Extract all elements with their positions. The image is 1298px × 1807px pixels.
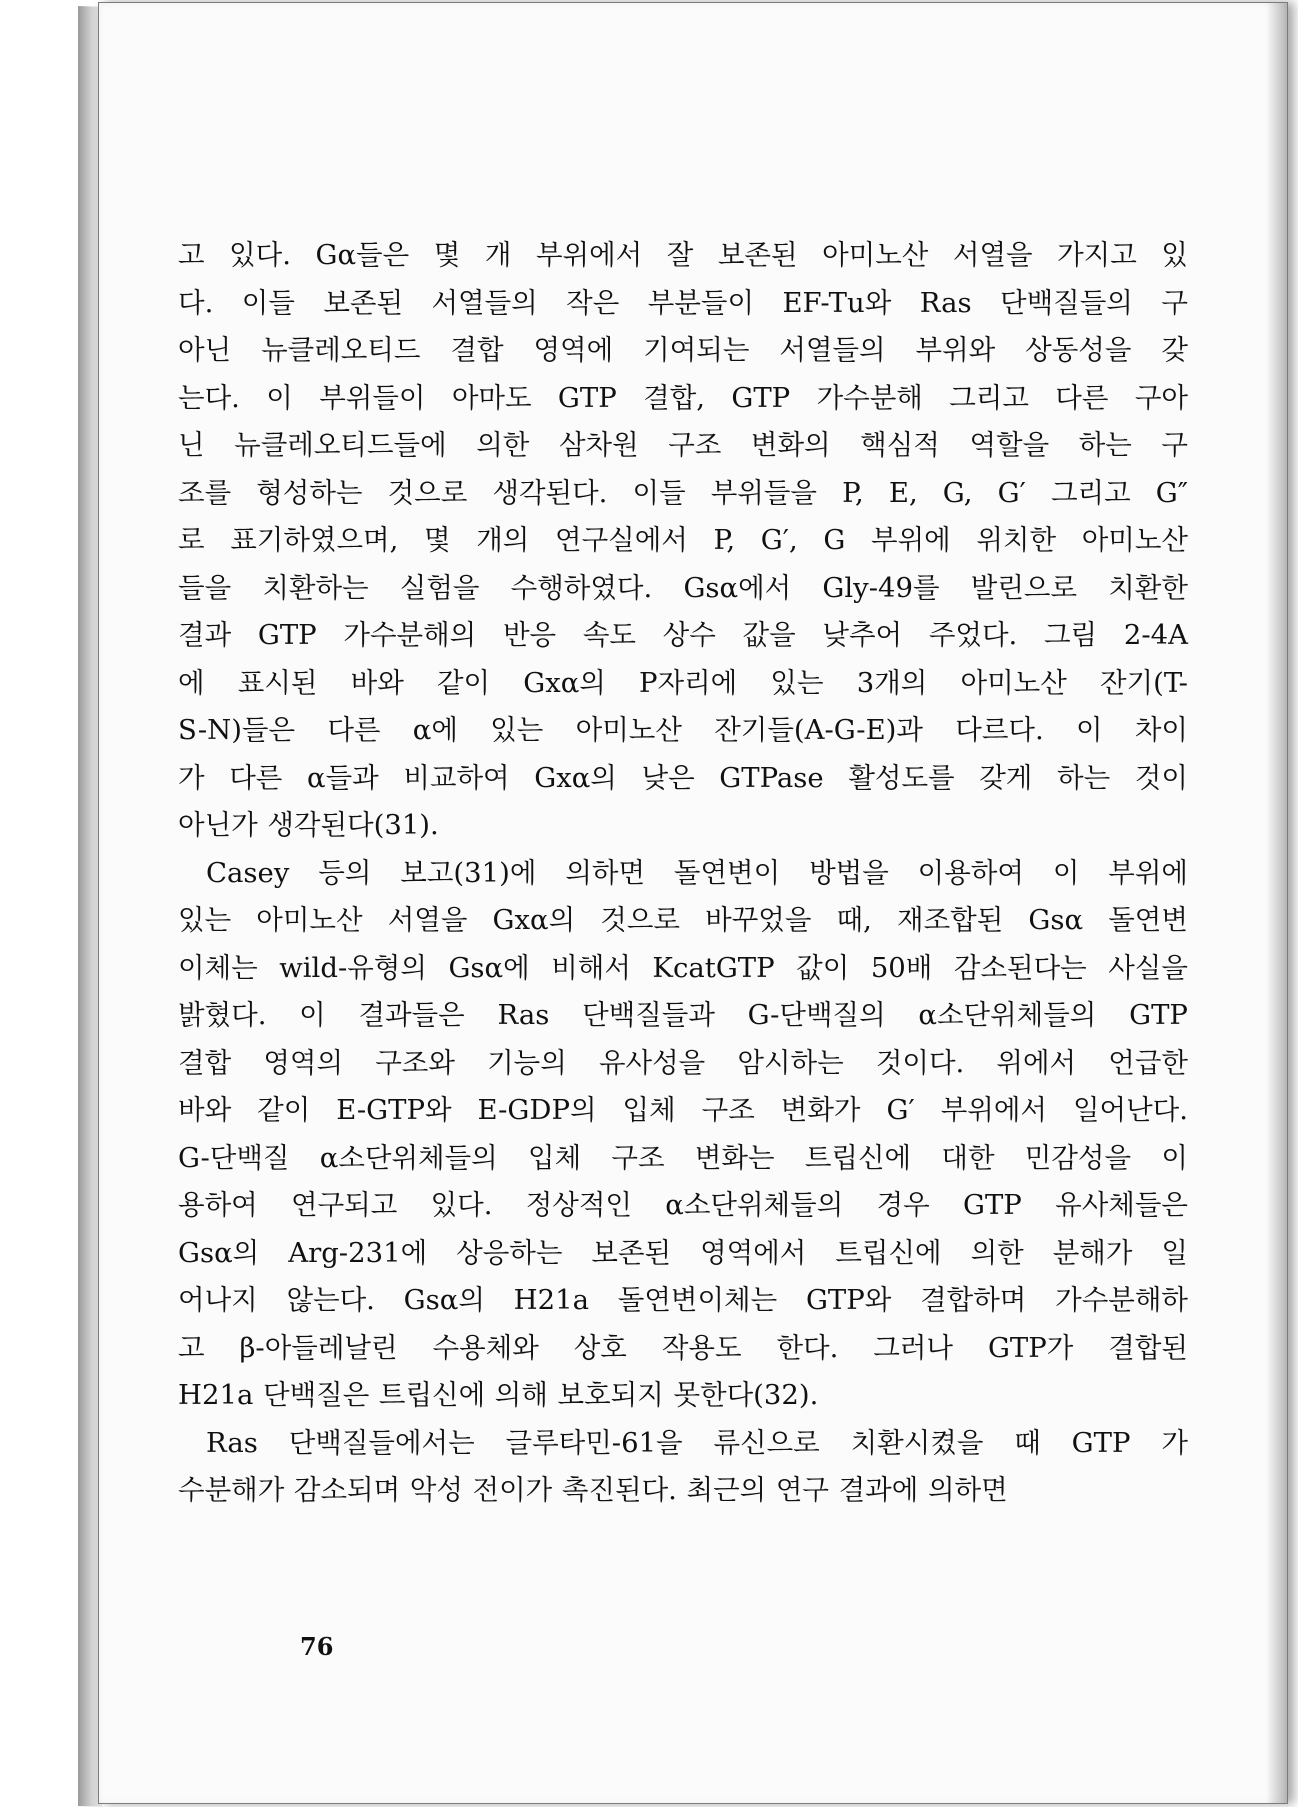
word: 개 (484, 239, 512, 271)
word: 서열을 (387, 904, 468, 936)
word: 의한 (970, 1236, 1024, 1269)
word: 수용체와 (432, 1331, 539, 1364)
word: 고 (178, 1331, 205, 1364)
page-number: 76 (300, 1632, 334, 1661)
word: 수분해가 (178, 1474, 285, 1506)
word: 다르다. (955, 714, 1044, 746)
word: 구조와 (375, 1046, 455, 1079)
word: 속도 (582, 619, 636, 651)
word: 구조 (701, 1094, 755, 1126)
word: 변화는 (694, 1141, 775, 1174)
word: 아닌 (178, 334, 232, 366)
word: 이들 (241, 286, 295, 319)
word: P자리에 (639, 666, 738, 699)
word: Gsα에서 (683, 571, 792, 604)
word: 상동성을 (1025, 334, 1132, 366)
word: 암시하는 (737, 1046, 844, 1079)
word: 언급한 (1108, 1046, 1188, 1079)
word: 부위들이 (319, 381, 426, 414)
word: H21a (513, 1284, 590, 1316)
word: α들과 (307, 761, 379, 794)
text-line (178, 565, 1188, 613)
word: 입체 (622, 1094, 676, 1126)
word: 결합된 (1108, 1331, 1188, 1364)
word: 에 (178, 666, 205, 699)
word: 용하여 (178, 1189, 258, 1221)
word: 바와 (350, 666, 404, 699)
word: 분해가 (1052, 1236, 1133, 1269)
word: 결과 (178, 619, 232, 651)
word: 구조 (668, 429, 722, 461)
word: 그리고 (1050, 476, 1131, 509)
word: 생각된다(31). (267, 809, 439, 841)
word: GTP가 (987, 1331, 1074, 1364)
text-line (178, 1182, 1188, 1230)
word: 이 (1161, 1141, 1188, 1174)
word: 삼차원 (558, 429, 639, 461)
word: Gα들은 (315, 239, 410, 271)
word: 글루타민-61을 (505, 1426, 683, 1459)
word: Casey (206, 856, 290, 889)
word: 낮추어 (822, 619, 903, 651)
word: 트립신에 (804, 1141, 912, 1174)
word: 류신으로 (713, 1426, 820, 1459)
word: 한다. (776, 1331, 839, 1364)
word: 부위에 (871, 524, 951, 556)
word: 치환시켰을 (850, 1426, 984, 1459)
word: 부위와 (915, 334, 996, 366)
word: 같이 (257, 1094, 311, 1126)
text-line (178, 1372, 1188, 1420)
word: 비교하여 (403, 761, 510, 794)
word: GTP (731, 381, 791, 414)
word: 어나지 (178, 1284, 258, 1316)
word: 수행하였다. (510, 571, 653, 604)
word: 결합 (178, 1046, 232, 1079)
word: 감소되며 (293, 1474, 401, 1506)
text-line (178, 992, 1188, 1040)
word: 기능의 (487, 1046, 567, 1079)
word: 민감성을 (1024, 1141, 1132, 1174)
word: 구아 (1134, 381, 1188, 414)
text-line (178, 660, 1188, 708)
text-line (178, 612, 1188, 660)
word: 보존된 (591, 1236, 672, 1269)
word: 전이가 (472, 1474, 553, 1506)
word: 결합 (450, 334, 504, 366)
word: Ras (497, 999, 550, 1031)
word: 뉴클레오티드들에 (234, 429, 447, 461)
word: 이체는 (178, 951, 258, 984)
word: S-N)들은 (178, 714, 296, 746)
word: 단백질들에서는 (288, 1426, 475, 1459)
word: H21a (178, 1379, 254, 1411)
text-line (178, 1087, 1188, 1135)
word: 서열들의 (779, 334, 886, 366)
word: KcatGTP (652, 951, 775, 984)
word: 변화의 (750, 429, 831, 461)
text-line (178, 280, 1188, 328)
paragraph-1 (178, 232, 1188, 850)
word: 변화가 (780, 1094, 861, 1126)
word: 있 (1161, 239, 1188, 271)
word: 경우 (876, 1189, 930, 1221)
word: 결과들은 (358, 999, 465, 1031)
word: 활성도를 (848, 761, 955, 794)
word: 결합하며 (920, 1284, 1027, 1316)
word: α소단위체들의 (918, 999, 1097, 1031)
word: 것으로 (387, 476, 468, 509)
word: GTP (1071, 1426, 1131, 1459)
word: 밝혔다. (178, 999, 267, 1031)
word: 의하면 (565, 856, 646, 889)
text-line (178, 1040, 1188, 1088)
word: 결합, (643, 381, 705, 414)
word: 상호 (573, 1331, 627, 1364)
word: 는다. (178, 381, 240, 414)
paragraph-2 (178, 850, 1188, 1420)
word: 일어난다. (1072, 1094, 1188, 1126)
word: 3개의 (856, 666, 928, 699)
word: 가수분해 (816, 381, 923, 414)
word: 보호되지 (557, 1379, 664, 1411)
word: 아미노산 (960, 666, 1067, 699)
word: 때 (1014, 1426, 1041, 1459)
word: 위치한 (976, 524, 1057, 556)
word: 보존된 (323, 286, 404, 319)
word: 있는 (178, 904, 232, 936)
word: GTP (257, 619, 317, 651)
word: 아미노산 (822, 239, 929, 271)
word: 촉진된다. (561, 1474, 677, 1506)
word: Gxα의 (534, 761, 617, 794)
text-line (178, 517, 1188, 565)
text-line (178, 1277, 1188, 1325)
text-line (178, 1420, 1188, 1468)
word: 부위들을 (710, 476, 817, 509)
word: 이 (299, 999, 326, 1031)
text-line (178, 327, 1188, 375)
word: 것으로 (600, 904, 680, 936)
word: E-GDP의 (477, 1094, 597, 1126)
word: 몇 (424, 524, 451, 556)
word: 못한다(32). (673, 1379, 819, 1411)
word: β-아들레날린 (239, 1331, 398, 1364)
word: 입체 (528, 1141, 582, 1174)
word: 차이 (1134, 714, 1188, 746)
word: α소단위체들의 (319, 1141, 498, 1174)
word: 핵심적 (860, 429, 940, 461)
word: 반응 (502, 619, 557, 651)
word: 바와 (178, 1094, 232, 1126)
word: 트립신에 (378, 1379, 486, 1411)
word: 아마도 (451, 381, 532, 414)
word: 있는 (770, 666, 824, 699)
word: 정상적인 (525, 1189, 632, 1221)
word: 돌연변이 (673, 856, 781, 889)
word: α에 (412, 714, 458, 746)
text-line (178, 707, 1188, 755)
word: 있다. (229, 239, 291, 271)
word: 있다. (430, 1189, 493, 1221)
word: 부위에서 (940, 1094, 1047, 1126)
word: 표시된 (237, 666, 318, 699)
text-line (178, 1135, 1188, 1183)
word: P, (842, 476, 864, 509)
word: 연구실에서 (555, 524, 688, 556)
word: 이들 (632, 476, 686, 509)
word: 다른 (1055, 381, 1109, 414)
word: 돌연변 (1108, 904, 1188, 936)
word: 잔기들(A-G-E)과 (714, 714, 923, 746)
word: G′ (997, 476, 1026, 509)
word: 작용도 (661, 1331, 742, 1364)
word: 다른 (229, 761, 283, 794)
word: 닌 (178, 429, 205, 461)
word: 서열들의 (431, 286, 538, 319)
word: 발린으로 (970, 571, 1078, 604)
text-line (178, 1467, 1188, 1515)
word: EF-Tu와 (782, 286, 892, 319)
word: α소단위체들의 (665, 1189, 844, 1221)
word: 형성하는 (256, 476, 363, 509)
text-line (178, 1325, 1188, 1373)
word: 다. (178, 286, 214, 319)
word: 바꾸었을 (705, 904, 812, 936)
word: 구조 (611, 1141, 665, 1174)
word: 그리고 (949, 381, 1029, 414)
word: 실험을 (399, 571, 480, 604)
word: Gxα의 (523, 666, 606, 699)
word: 기여되는 (643, 334, 750, 366)
word: GTP와 (805, 1284, 892, 1316)
text-line (178, 232, 1188, 280)
word: 고 (178, 239, 205, 271)
word: 아미노산 (1081, 524, 1188, 556)
word: 않는다. (286, 1284, 375, 1316)
word: 치환한 (1108, 571, 1188, 604)
word: G″ (1155, 476, 1188, 509)
word: 잘 (666, 239, 694, 271)
word: G-단백질 (178, 1141, 290, 1174)
word: 작은 (566, 286, 620, 319)
word: Gxα의 (492, 904, 576, 936)
word: 재조합된 (897, 904, 1004, 936)
word: 낮은 (641, 761, 695, 794)
word: 있는 (490, 714, 544, 746)
word: 값을 (742, 619, 796, 651)
word: 아닌가 (178, 809, 258, 841)
word: E-GTP와 (336, 1094, 452, 1126)
word: Gsα에 (448, 951, 530, 984)
word: 위에서 (996, 1046, 1077, 1079)
word: 비해서 (551, 951, 631, 984)
word: 영역에서 (700, 1236, 807, 1269)
word: 몇 (433, 239, 461, 271)
word: 대한 (941, 1141, 995, 1174)
word: Ras (919, 286, 972, 319)
word: 연구되고 (291, 1189, 398, 1221)
word: 하는 (1078, 429, 1132, 461)
word: 최근의 (686, 1474, 767, 1506)
word: 그러나 (873, 1331, 953, 1364)
word: 방법을 (809, 856, 889, 889)
word: P, (713, 524, 736, 556)
word: 상응하는 (456, 1236, 563, 1269)
body-text (178, 232, 1188, 1515)
word: wild-유형의 (279, 951, 427, 984)
word: G-단백질의 (747, 999, 886, 1031)
word: 유사체들은 (1055, 1189, 1188, 1221)
word: 사실을 (1108, 951, 1188, 984)
word: 의하면 (927, 1474, 1008, 1506)
word: 개의 (476, 524, 530, 556)
word: 아미노산 (575, 714, 682, 746)
word: 가 (1161, 1426, 1188, 1459)
word: 이 (266, 381, 293, 414)
word: 영역의 (263, 1046, 344, 1079)
word: G′ (886, 1094, 915, 1126)
word: 표기하였으며, (230, 524, 399, 556)
word: 의한 (476, 429, 530, 461)
word: 갖 (1161, 334, 1188, 366)
word: 상수 (662, 619, 716, 651)
word: Arg-231에 (288, 1236, 428, 1269)
text-line (178, 897, 1188, 945)
text-line (178, 375, 1188, 423)
word: 때, (836, 904, 872, 936)
word: 치환하는 (262, 571, 369, 604)
word: Gsα의 (178, 1236, 260, 1269)
word: 부분들이 (647, 286, 755, 319)
word: 이 (1075, 714, 1103, 746)
word: 하는 (1057, 761, 1111, 794)
paragraph-3 (178, 1420, 1188, 1515)
word: 감소된다는 (953, 951, 1087, 984)
word: 다른 (327, 714, 381, 746)
word: Ras (206, 1426, 258, 1459)
word: 단백질들과 (582, 999, 715, 1031)
word: 연구 (775, 1474, 829, 1506)
word: Gsα의 (403, 1284, 485, 1316)
word: 역할을 (969, 429, 1050, 461)
word: G, (942, 476, 973, 509)
word: 단백질은 (263, 1379, 370, 1411)
word: 가수분해하 (1055, 1284, 1188, 1316)
word: 부위에 (1108, 856, 1188, 889)
text-line (178, 850, 1188, 898)
text-line (178, 755, 1188, 803)
word: 잔기(T- (1099, 666, 1188, 699)
text-line (178, 945, 1188, 993)
word: 들을 (178, 571, 232, 604)
word: 것이다. (875, 1046, 965, 1079)
word: 결과에 (838, 1474, 919, 1506)
word: 갖게 (979, 761, 1033, 794)
word: 돌연변이체는 (617, 1284, 778, 1316)
word: 것이 (1134, 761, 1188, 794)
word: 트립신에 (835, 1236, 942, 1269)
word: 단백질들의 (1000, 286, 1133, 319)
word: G′, (760, 524, 798, 556)
word: Gly-49를 (822, 571, 940, 604)
text-line (178, 1230, 1188, 1278)
word: 50배 (870, 951, 933, 984)
word: G (823, 524, 846, 556)
word: 그림 (1043, 619, 1098, 651)
text-line (178, 422, 1188, 470)
word: 이 (1052, 856, 1080, 889)
word: 이용하여 (917, 856, 1024, 889)
word: 생각된다. (492, 476, 608, 509)
word: 의해 (494, 1379, 548, 1411)
word: 가수분해의 (343, 619, 477, 651)
word: Gsα (1028, 904, 1084, 936)
word: 2-4A (1123, 619, 1188, 651)
word: 유사성을 (598, 1046, 706, 1079)
word: 가 (178, 761, 205, 794)
word: GTP (557, 381, 617, 414)
word: 서열을 (952, 239, 1033, 271)
word: 주었다. (928, 619, 1018, 651)
word: 부위에서 (535, 239, 643, 271)
text-line (178, 802, 1188, 850)
text-line (178, 470, 1188, 518)
word: 보존된 (717, 239, 798, 271)
word: 로 (178, 524, 205, 556)
word: 영역에 (533, 334, 614, 366)
word: 가지고 (1057, 239, 1137, 271)
word: GTP (963, 1189, 1022, 1221)
word: 값이 (796, 951, 850, 984)
word: GTPase (719, 761, 824, 794)
word: 보고(31)에 (400, 856, 537, 889)
word: 뉴클레오티드 (261, 334, 421, 366)
word: 구 (1161, 429, 1188, 461)
word: 일 (1161, 1236, 1188, 1269)
word: 등의 (318, 856, 372, 889)
word: 악성 (409, 1474, 463, 1506)
word: 같이 (436, 666, 491, 699)
word: GTP (1129, 999, 1188, 1031)
word: 아미노산 (256, 904, 363, 936)
word: E, (888, 476, 918, 509)
word: 조를 (178, 476, 232, 509)
word: 구 (1161, 286, 1188, 319)
